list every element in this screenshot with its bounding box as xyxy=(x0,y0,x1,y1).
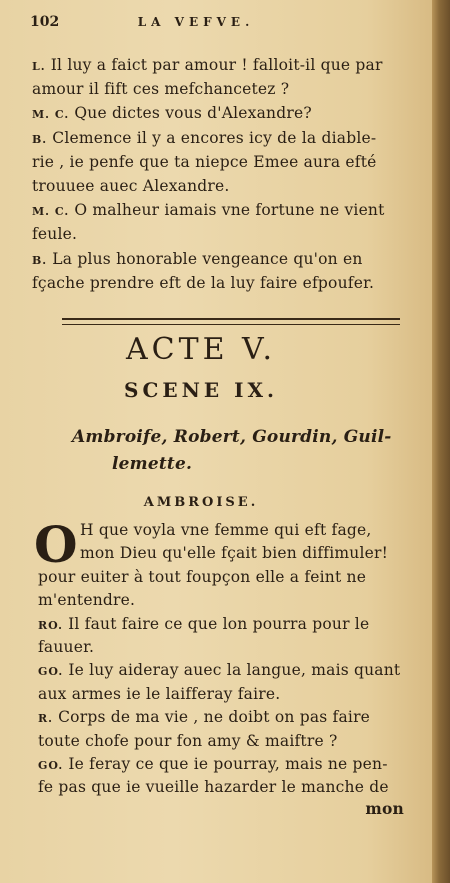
line-text: feule. xyxy=(32,225,78,244)
act-heading: ACTE V. xyxy=(125,332,277,367)
speaker-abbrev: L. xyxy=(32,60,46,73)
section-rule xyxy=(62,318,400,325)
text-line xyxy=(32,153,402,171)
characters-line-1: Ambroife, Robert, Gourdin, Guil- xyxy=(72,427,392,447)
text-line xyxy=(38,615,402,635)
text-line xyxy=(32,104,402,124)
text-line xyxy=(38,755,402,775)
line-text: fe pas que ie vueille hazarder le manche de xyxy=(38,778,389,797)
text-line xyxy=(32,56,402,76)
line-text: m'entendre. xyxy=(38,591,136,610)
speaker-abbrev: GO. xyxy=(38,665,64,679)
line-text: pour euiter à tout foupçon elle a feint ne xyxy=(38,567,367,586)
line-text: aux armes ie le laifferay faire. xyxy=(38,684,281,703)
speaker-abbrev: B. xyxy=(32,253,48,267)
line-text: O malheur iamais vne fortune ne vient xyxy=(74,201,385,220)
line-text: mon Dieu qu'elle fçait bien diffimuler! xyxy=(80,544,389,563)
scene-heading: SCENE IX. xyxy=(124,378,278,402)
text-line xyxy=(32,177,402,195)
line-text: fauuer. xyxy=(38,638,95,656)
text-line xyxy=(32,225,402,243)
line-text: Il luy a faict par amour ! falloit-il que par xyxy=(50,56,383,74)
line-text: Que dictes vous d'Alexandre? xyxy=(74,104,312,123)
line-text: toute chofe pour fon amy & maiftre ? xyxy=(38,731,338,750)
speaker-abbrev: GO. xyxy=(38,759,64,772)
speaker-ambroise: AMBROISE. xyxy=(143,495,259,510)
catchword: mon xyxy=(365,799,404,818)
line-text: amour il fift ces mefchancetez ? xyxy=(32,80,290,99)
text-line xyxy=(38,685,402,703)
text-line xyxy=(80,521,402,539)
text-line xyxy=(38,732,402,750)
text-line xyxy=(38,568,402,586)
page-gutter xyxy=(432,0,450,883)
line-text: Il faut faire ce que lon pourra pour le xyxy=(68,614,370,633)
text-line xyxy=(32,274,402,292)
text-line xyxy=(80,544,402,562)
speaker-abbrev: R. xyxy=(38,712,53,726)
text-line xyxy=(38,708,402,728)
speaker-abbrev: M. C. xyxy=(32,205,70,219)
text-line xyxy=(32,250,402,270)
line-text: Ie feray ce que ie pourray, mais ne pen- xyxy=(68,755,388,773)
line-text: Corps de ma vie , ne doibt on pas faire xyxy=(58,708,371,727)
line-text: H que voyla vne femme qui eft fage, xyxy=(80,521,372,539)
page-number: 102 xyxy=(30,14,60,30)
speaker-abbrev: RO. xyxy=(38,618,63,632)
running-title: LA VEFVE. xyxy=(137,15,255,29)
line-text: rie , ie penfe que ta niepce Emee aura efté xyxy=(32,152,377,171)
line-text: fçache prendre eft de la luy faire efpoufer. xyxy=(32,273,375,292)
line-text: Ie luy aideray auec la langue, mais quant xyxy=(68,661,401,680)
line-text: trouuee auec Alexandre. xyxy=(32,177,230,195)
text-line xyxy=(32,201,402,221)
text-line xyxy=(32,80,402,98)
speaker-abbrev: M. C. xyxy=(32,108,70,122)
line-text: La plus honorable vengeance qu'on en xyxy=(52,249,363,268)
text-line xyxy=(32,129,402,149)
text-line xyxy=(38,661,402,681)
drop-capital: O xyxy=(34,515,78,574)
characters-line-2: lemette. xyxy=(112,454,193,474)
line-text: Clemence il y a encores icy de la diable- xyxy=(52,128,377,147)
text-line xyxy=(38,638,402,656)
text-line xyxy=(38,778,402,796)
speaker-abbrev: B. xyxy=(32,132,48,146)
text-line xyxy=(38,591,402,609)
